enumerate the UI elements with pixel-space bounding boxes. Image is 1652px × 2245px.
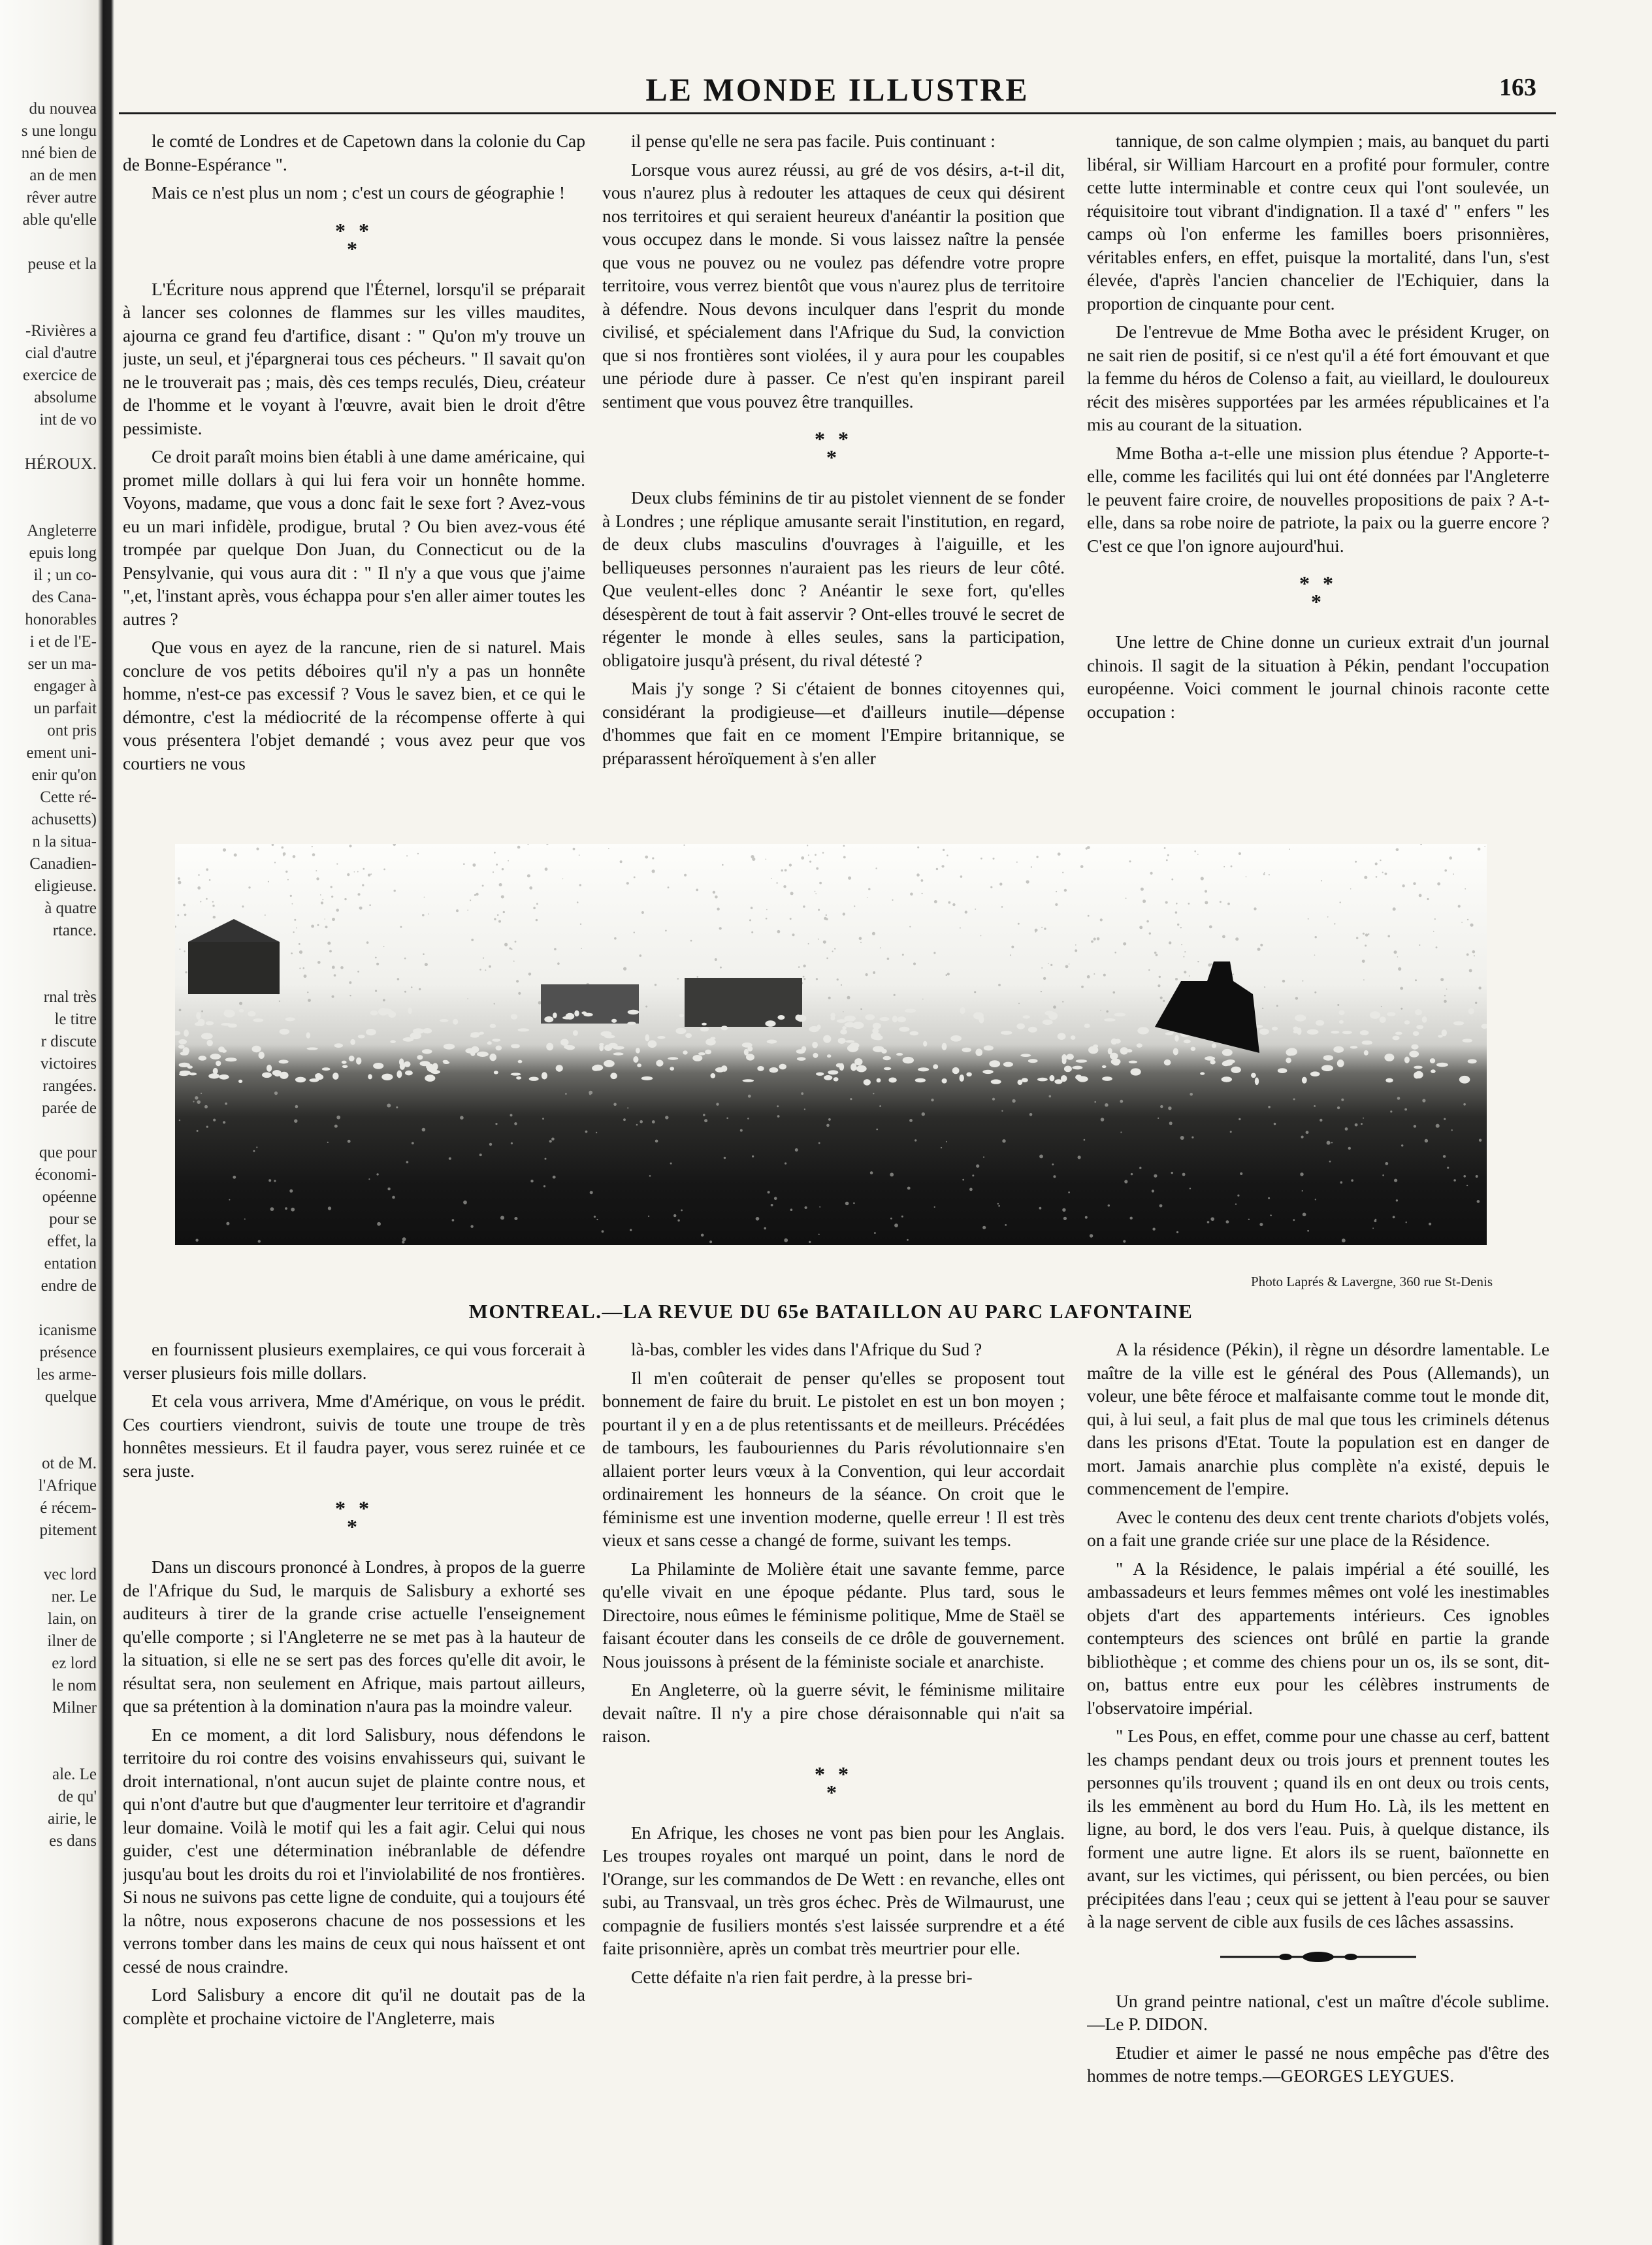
edge-line: honorables [25,611,97,628]
edge-line: nné bien de [21,144,97,162]
column-1-bottom [123,1338,585,2180]
paragraph: En Angleterre, où la guerre sévit, le féminisme militaire devait naître. Il n'y a pire chose déraisonnable qui n'ait sa raison. [602,1679,1065,1746]
paragraph: De l'entrevue de Mme Botha avec le président Kruger, on ne sait rien de positif, si ce n'est qu'il a été fort émouvant et que la femme du héros de Colenso a fait, au vieillard, le douloureux récit des misères supportées par les armées républicaines et l'a mis au courant de la situation. [1087,321,1549,434]
edge-line: achusetts) [31,811,97,828]
adjacent-page-fragment [0,98,97,2188]
distant-building [685,978,802,1027]
photo-scene [175,844,1487,1245]
column-2-bottom [602,1338,1065,2180]
edge-line [0,431,97,453]
paragraph: L'Écriture nous apprend que l'Éternel, lorsqu'il se préparait à lancer ses colonnes de flammes sur les villes maudites, ajourna ce grand feu d'artifice, disant : " Qu'on m'y trouve un juste, un seul, et j'épargnerai tous ces pécheurs. " Il savait qu'on ne le trouverait pas ; mais, dès ces temps reculés, Dieu, créateur de l'homme et le voyant à l'œuvre, avait bien le droit d'être pessimiste. [123,278,585,438]
header-rule [119,112,1556,114]
edge-line: n la situa- [32,833,97,850]
edge-line: ement uni- [26,744,97,762]
paragraph: Dans un discours prononcé à Londres, à propos de la guerre de l'Afrique du Sud, le marquis de Salisbury a exhorté ses auditeurs à tirer de la grande crise actuelle l'enseignement qu'elle comporte ; si l'Angleterre ne se met pas à la hauteur de la situation, si elle ne se sert pas des forces qu'elle dit avoir, le résultat sera, non seulement en Afrique, mais partout ailleurs, que sa prétention à la domination n'aura pas la moindre valeur. [123,1557,585,1716]
edge-line [0,1542,97,1564]
edge-line: ser un ma- [27,655,97,673]
edge-line: peuse et la [27,255,97,273]
paragraph: Avec le contenu des deux cent trente chariots d'objets volés, on a fait une grande criée sur une place de la Résidence. [1087,1506,1549,1550]
paragraph: Cette défaite n'a rien fait perdre, à la presse bri- [631,1966,973,1987]
edge-line: ilner de [47,1632,97,1650]
paragraph: Une lettre de Chine donne un curieux extrait d'un journal chinois. Il sagit de la situation à Pékin, pendant l'occupation européenne. Voici comment le journal chinois raconte cette occupation : [1087,632,1549,722]
paragraph: le comté de Londres et de Capetown dans la colonie du Cap de Bonne-Espérance ". [123,131,585,174]
paragraph: En ce moment, a dit lord Salisbury, nous défendons le territoire du roi contre des voisins envahisseurs qui, suivant le droit international, n'ont aucun sujet de plainte contre nous, et qui n'ont d'autre but que d'augmenter leur territoire et d'agrandir leur domaine. Voilà le motif qui les a fait agir. Celui qui nous guider, c'est une détermination inébranlable de défendre jusqu'au bout les droits du roi et l'inviolabilité de nos frontières. Si nous ne suivons pas cette ligne de conduite, qui a toujours été la nôtre, nous exposerons chacune de nos possessions et les verrons tomber dans les mains de ceux qui nous haïssent et ont cessé de nous craindre. [123,1724,585,1977]
edge-line: ale. Le [52,1766,97,1783]
edge-line: vec lord [43,1566,97,1583]
edge-line: Cette ré- [40,788,97,806]
edge-line: le titre [54,1010,97,1028]
edge-line [0,231,97,253]
edge-line: able qu'elle [22,211,97,229]
edge-line [0,1719,97,1741]
edge-line [0,1120,97,1142]
paragraph: Et cela vous arrivera, Mme d'Amérique, on vous le prédit. Ces courtiers viendront, suivis de toute une troupe de très honnêtes messieurs. Et il faudra payer, vous serez ruinée et ce sera juste. [123,1391,585,1481]
edge-line [0,298,97,320]
page-header [119,71,1556,110]
paragraph: tannique, de son calme olympien ; mais, au banquet du parti libéral, sir William Harcourt en a profité pour formuler, contre cette lutte interminable et contre ceux qui l'ont soulevée, un réquisitoire tout vibrant d'indignation. Il a taxé d' " enfers " les camps où l'on enferme les familles boers prisonnières, véritables enfers, en effet, puisque la mortalité, dans l'un, s'est élevée, d'après l'ancien chancelier de l'Echiquier, dans la proportion de cinquante pour cent. [1087,131,1549,314]
edge-line: rêver autre [26,189,97,206]
edge-line: les arme- [36,1366,97,1383]
edge-line: ez lord [52,1655,97,1672]
building-silhouette [188,942,280,994]
edge-line: économi- [35,1166,97,1184]
edge-line [0,964,97,986]
paragraph: Mais ce n'est plus un nom ; c'est un cours de géographie ! [152,182,566,202]
section-separator: * * * [815,427,852,469]
paragraph: " A la Résidence, le palais impérial a été souillé, les ambassadeurs et leurs femmes mêmes ont volé les inestimables objets d'art des appartements intérieurs. Ces ignobles contempteurs des sciences ont brûlé en partie la grande bibliothèque ; et comme des chiens pour un os, ils se sont, dit-on, battus entre eux pour les célèbres instruments de l'observatoire impérial. [1087,1558,1549,1718]
edge-line: entation [44,1255,97,1272]
paragraph: La Philaminte de Molière était une savante femme, parce qu'elle vivait en une époque pédante. Plus tard, sous le Directoire, nous eûmes le féminisme politique, Mme de Staël se faisant écouter dans les conseils de ce drôle de gouvernement. Nous jouissons à présent de la féministe sociale et anarchiste. [602,1558,1065,1672]
edge-line: rtance. [52,922,97,939]
section-separator: * * * [1299,572,1337,613]
journal-title: LE MONDE ILLUSTRE [645,71,1029,108]
edge-line: de qu' [57,1788,97,1805]
paragraph: il pense qu'elle ne sera pas facile. Puis continuant : [631,131,996,151]
paragraph: Un grand peintre national, c'est un maître d'école sublime.—Le P. DIDON. [1087,1990,1549,2034]
paragraph: Mais j'y songe ? Si c'étaient de bonnes citoyennes qui, considérant la prodigieuse—et d'ailleurs inutile—dépense d'hommes que fait en ce moment l'Empire britannique, se préparassent héroïquement à s'en aller [602,678,1065,768]
column-3-bottom [1087,1338,1549,2180]
paragraph: Lord Salisbury a encore dit qu'il ne doutait pas de la complète et prochaine victoire de l'Angleterre, mais [123,1984,585,2028]
edge-line: rnal très [43,988,97,1006]
edge-line: r discute [40,1033,97,1050]
edge-line: es dans [49,1832,97,1850]
edge-line [0,942,97,964]
edge-line: HÉROUX. [24,455,97,473]
column-3-top [1087,129,1549,827]
horse-rider-silhouette [1155,961,1259,1053]
edge-line: que pour [39,1144,97,1161]
edge-line: engager à [33,677,97,695]
edge-line: int de vo [39,411,97,428]
edge-line: exercice de [22,366,97,384]
edge-line: un parfait [33,700,97,717]
edge-line: Angleterre [27,522,97,540]
paragraph: Que vous en ayez de la rancune, rien de si naturel. Mais conclure de vos petits déboires qu'il n'y a pas un honnête homme, n'est-ce pas excessif ? Vous le savez bien, et ce qui le démontre, c'est la médiocrité de la récompense offerte à qui vous présentera l'objet demandé ; vous avez peur que vos courtiers ne vous [123,637,585,773]
edge-line: opéenne [42,1188,97,1206]
edge-line: enir qu'on [31,766,97,784]
paragraph: là-bas, combler les vides dans l'Afrique du Sud ? [631,1339,982,1359]
edge-line: rangées. [42,1077,97,1095]
edge-line [0,476,97,498]
edge-line: effet, la [47,1233,97,1250]
edge-line: eligieuse. [34,877,97,895]
edge-line: ont pris [47,722,97,739]
edge-line: présence [39,1344,97,1361]
edge-line: pour se [49,1210,97,1228]
column-1-top [123,129,585,827]
edge-line: le nom [52,1677,97,1694]
edge-line: il ; un co- [33,566,97,584]
edge-line: pitement [39,1521,97,1539]
paragraph: Etudier et aimer le passé ne nous empêche pas d'être des hommes de notre temps.—GEORGES LEYGUES. [1087,2042,1549,2086]
photo-caption: MONTREAL.—LA REVUE DU 65e BATAILLON AU PARC LAFONTAINE [468,1300,1193,1323]
page-number: 163 [1499,74,1536,101]
edge-line: des Cana- [31,589,97,606]
paragraph: Deux clubs féminins de tir au pistolet viennent de se fonder à Londres ; une réplique amusante serait l'institution, en regard, de deux clubs masculins d'ouvrages à l'aiguille, et les belliqueuses personnes n'auraient pas les rieurs de leur côté. Que veulent-elles donc ? Anéantir le sexe fort, qu'elles désespèrent de tout à fait asservir ? Ont-elles trouvé le secret de régenter le monde à elles seules, sans la participation, obligatoire jusqu'à présent, du rival détesté ? [602,487,1065,670]
edge-line: l'Afrique [38,1477,97,1494]
edge-line: i et de l'E- [29,633,97,651]
edge-line: icanisme [39,1321,97,1339]
edge-line: -Rivières a [25,322,97,340]
edge-line: endre de [40,1277,97,1295]
edge-line [0,1430,97,1453]
section-separator: * * * [335,1496,373,1538]
edge-line: é récem- [40,1499,97,1517]
edge-line [0,1297,97,1319]
edge-line: Canadien- [29,855,97,873]
section-separator: * * * [335,218,373,261]
paragraph: En Afrique, les choses ne vont pas bien pour les Anglais. Les troupes royales ont marqué un point, dans le nord de l'Orange, sur les commandos de De Wett : en revanche, elles ont subi, au Transvaal, un très gros échec. Près de Wilmaurust, une compagnie de fusiliers montés s'est laissée surprendre et a été faite prisonnière, après un combat très meurtrier pour elle. [602,1822,1065,1958]
edge-line: victoires [40,1055,97,1073]
edge-line: s une longu [21,122,97,140]
edge-line: cial d'autre [25,344,97,362]
edge-line: lain, on [48,1610,97,1628]
edge-line: à quatre [44,899,97,917]
paragraph: Il m'en coûterait de penser qu'elles se proposent tout bonnement de faire du bruit. Le pistolet en est un bon moyen ; pourtant il y en a de plus retentissants et de meilleurs. Précédées de tambours, les faubouriennes du Paris révolutionnaire s'en allaient porter leurs vœux à la Convention, qui leur accordait ordinairement les honneurs de la séance. On croit que le féminisme est une invention moderne, quelle erreur ! Il est très vieux et sans cesse a changé de forme, suivant les temps. [602,1367,1065,1550]
edge-line: epuis long [29,544,97,562]
edge-line: quelque [44,1388,97,1406]
paragraph: Mme Botha a-t-elle une mission plus étendue ? Apporte-t-elle, comme les facilités qui lui ont été données par l'Angleterre le peuvent faire croire, de nouvelles propositions de paix ? A-t-elle, dans sa robe noire de patriote, la paix ou la guerre encore ? C'est ce que l'on ignore aujourd'hui. [1087,442,1549,556]
photo-credit: Photo Laprés & Lavergne, 360 rue St-Denis [1251,1274,1493,1289]
roof-silhouette [188,919,280,942]
paragraph: Ce droit paraît moins bien établi à une dame américaine, qui promet mille dollars à qui lui fera voir un honnête homme. Voyons, madame, que vous a donc fait le sexe fort ? Avez-vous eu un mari infidèle, prodigue, brutal ? Ou bien avez-vous été trompée par quelque Don Juan, du Connecticut ou de la Pensylvanie, qui vous aura dit : " Il n'y a que vous que j'aime ",et, l'instant après, vous échappa pour s'en aller aimer toutes les autres ? [123,446,585,629]
edge-line: parée de [42,1099,97,1117]
paragraph: Lorsque vous aurez réussi, au gré de vos désirs, a-t-il dit, vous n'aurez plus à redouter les attaques de ceux qui désirent nos territoires et qui seraient heureux d'anéantir la position que vous occupez dans le monde. Si vous laissez naître la pensée que vous ne pouvez ou ne voulez pas défendre votre propre territoire, vous verrez bientôt que vous n'aurez plus de territoire à défendre. Nous devons inculquer dans l'esprit du monde civilisé, et spécialement dans l'Afrique du Sud, la conviction que si nos frontières sont violées, il y aura pour les coupables une période dure à passer. Ce n'est qu'en inspirant pareil sentiment que vous pouvez être tranquilles. [602,159,1065,412]
section-separator: * * * [815,1762,852,1804]
paragraph: " Les Pous, en effet, comme pour une chasse au cerf, battent les champs pendant deux ou trois jours et prennent toutes les personnes qu'ils trouvent ; quand ils en ont deux ou trois cents, ils les emmènent au bord du Hum Ho. Là, ils les mettent en ligne, au bord, le dos vers l'eau. Puis, à quelque distance, ils forment une autre ligne. Et alors ils se ruent, baïonnette en avant, sur les victimes, qui périssent, ou bien percées, ou bien précipitées dans l'eau ; ceux qui se jettent à l'eau pour se sauver à la nage servent de cible aux fusils de ces lâches assassins. [1087,1726,1549,1931]
ornament-divider [1220,1950,1416,1963]
edge-line: Milner [52,1699,97,1717]
paragraph: A la résidence (Pékin), il règne un désordre lamentable. Le maître de la ville est le général des Pous (Allemands), un voleur, une bête féroce et malfaisante comme tout le monde dit, qui, à lui seul, a fait plus de mal que tous les criminels détenus dans les prisons d'Etat. Toute la population est en danger de mort. Jamais anarchie plus complète n'a existé, depuis le commencement de l'empire. [1087,1339,1549,1498]
edge-line: an de men [29,167,97,184]
parade-photograph [175,844,1487,1245]
edge-line: airie, le [48,1810,97,1828]
edge-line [0,276,97,298]
edge-line: du nouvea [29,100,97,118]
edge-line: ot de M. [41,1455,97,1472]
edge-line: absolume [34,389,97,406]
edge-line [0,1408,97,1430]
column-2-top [602,129,1065,827]
edge-line: ner. Le [51,1588,97,1606]
paragraph: en fournissent plusieurs exemplaires, ce qui vous forcerait à verser plusieurs fois mille dollars. [123,1339,585,1383]
edge-line [0,498,97,520]
edge-line [0,1741,97,1764]
